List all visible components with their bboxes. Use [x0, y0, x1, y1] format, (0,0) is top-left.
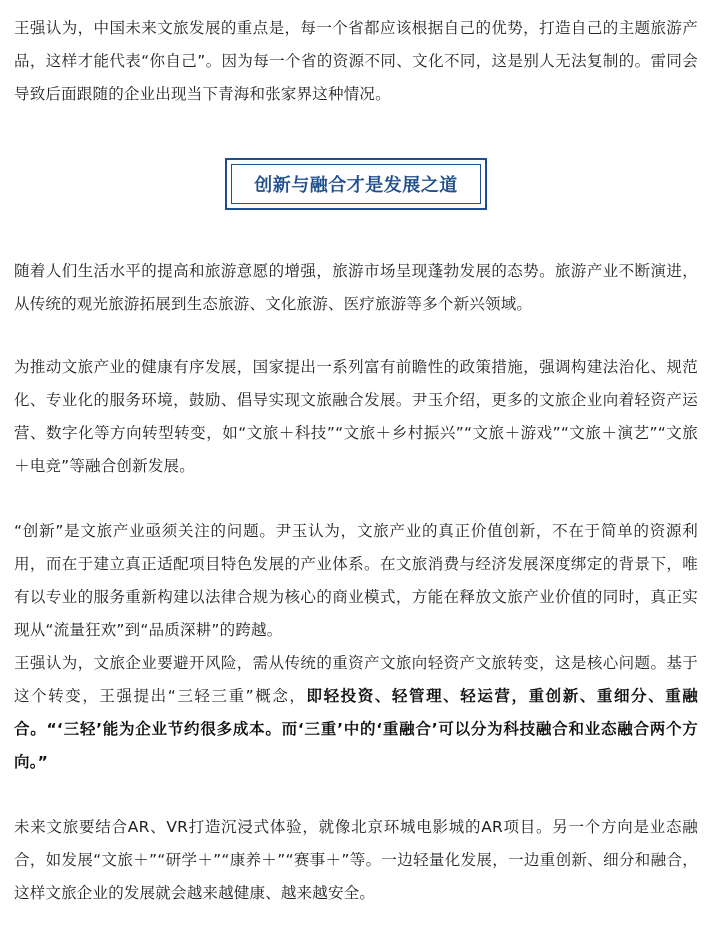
section-heading: 创新与融合才是发展之道 [231, 164, 481, 204]
spacer [14, 210, 698, 255]
spacer [14, 483, 698, 515]
article-body [14, 0, 698, 910]
paragraph-3: 为推动文旅产业的健康有序发展，国家提出一系列富有前瞻性的政策措施，强调构建法治化、规范化、专业化的服务环境，鼓励、倡导实现文旅融合发展。尹玉介绍，更多的文旅企业向着轻资产运营、数字化等方向转型转变，如“文旅＋科技”“文旅＋乡村振兴”“文旅＋游戏”“文旅＋演艺”“文旅＋电竞”等融合创新发展。 [14, 358, 698, 475]
paragraph-2: 随着人们生活水平的提高和旅游意愿的增强，旅游市场呈现蓬勃发展的态势。旅游产业不断演进，从传统的观光旅游拓展到生态旅游、文化旅游、医疗旅游等多个新兴领域。 [14, 262, 698, 313]
paragraph-5-emphasis: 即轻投资、轻管理、轻运营，重创新、重细分、重融合。“‘三轻’能为企业节约很多成本。而‘三重’中的‘重融合’可以分为科技融合和业态融合两个方向。” [14, 687, 698, 771]
paragraph-1: 王强认为，中国未来文旅发展的重点是，每一个省都应该根据自己的优势，打造自己的主题旅游产品，这样才能代表“你自己”。因为每一个省的资源不同、文化不同，这是别人无法复制的。雷同会导致后面跟随的企业出现当下青海和张家界这种情况。 [14, 19, 698, 103]
spacer [14, 779, 698, 811]
section-heading-frame [225, 158, 487, 210]
paragraph-4: “创新”是文旅产业亟须关注的问题。尹玉认为，文旅产业的真正价值创新，不在于简单的资源利用，而在于建立真正适配项目特色发展的产业体系。在文旅消费与经济发展深度绑定的背景下，唯有以专业的服务重新构建以法律合规为核心的商业模式，方能在释放文旅产业价值的同时，真正实现从“流量狂欢”到“品质深耕”的跨越。 [14, 522, 698, 639]
paragraph-6: 未来文旅要结合AR、VR打造沉浸式体验，就像北京环城电影城的AR项目。另一个方向是业态融合，如发展“文旅＋”“研学＋”“康养＋”“赛事＋”等。一边轻量化发展，一边重创新、细分和融合，这样文旅企业的发展就会越来越健康、越来越安全。 [14, 818, 698, 902]
paragraph-5-text: 王强认为，文旅企业要避开风险，需从传统的重资产文旅向轻资产文旅转变，这是核心问题。基于这个转变，王强提出“三轻三重”概念， [14, 654, 698, 705]
paragraph-5 [14, 647, 698, 779]
spacer [14, 111, 698, 158]
spacer [14, 321, 698, 351]
